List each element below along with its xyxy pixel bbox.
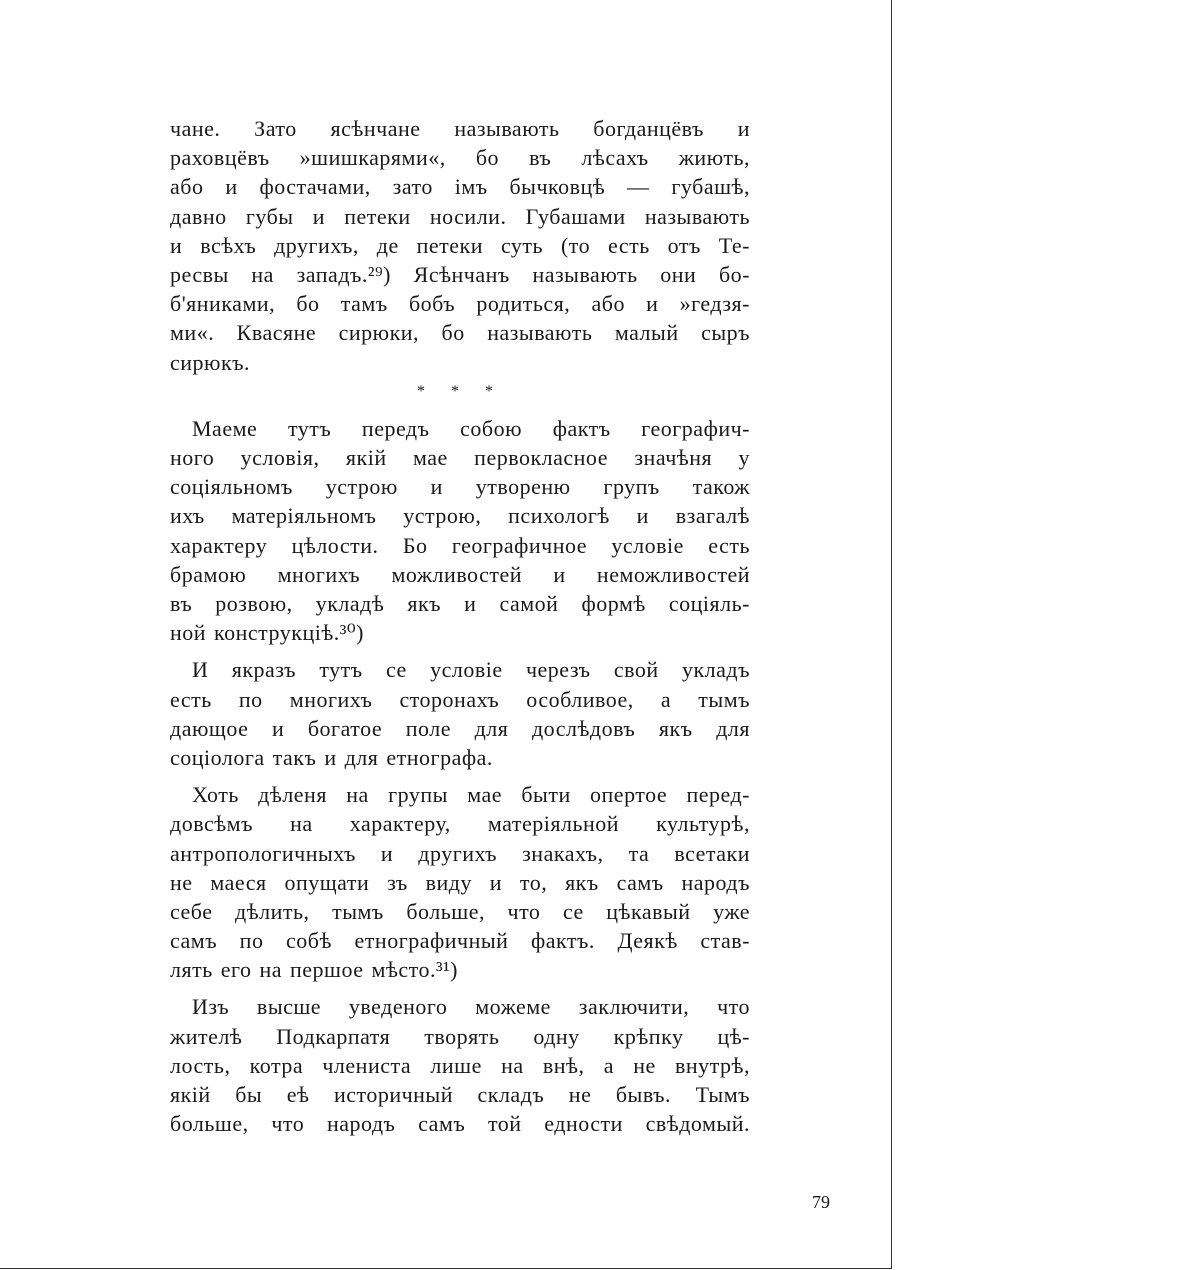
text-line: антропологичныхъ и другихъ знакахъ, та всетаки [170,840,750,866]
text-line: лость, котра члениста лише на внѣ, а не внутрѣ, [170,1052,750,1078]
text-line: лять его на першое мѣсто.³¹) [170,957,459,983]
text-line: брамою многихъ можливостей и неможливостей [170,561,750,587]
text-line: раховцёвъ »шишкарями«, бо въ лѣсахъ жиють, [170,145,750,171]
page-number: 79 [812,1192,830,1212]
text-line: сирюкъ. [170,349,251,375]
section-separator: * * * [417,382,503,400]
text-line: самъ по собѣ етнографичный фактъ. Деякѣ став- [170,928,750,954]
text-line: або и фостачами, зато імъ бычковцѣ — губашѣ, [170,174,750,200]
text-line: якій бы еѣ историчный складъ не бывъ. Тымъ [170,1082,750,1107]
text-line: въ розвою, укладѣ якъ и самой формѣ соціяль- [170,591,750,616]
text-line: довсѣмъ на характеру, матеріяльной культурѣ, [170,811,750,837]
page-text [170,114,750,1138]
text-line: чане. Зато ясѣнчане называють богданцёвъ и [170,116,750,141]
text-line: соціолога такъ и для етнографа. [170,744,493,770]
text-line: жителѣ Подкарпатя творять одну крѣпку цѣ- [170,1023,750,1049]
paragraph-5 [170,992,750,1138]
text-line: Хоть дѣленя на групы мае быти опертое перед- [192,782,750,808]
text-line: не маеся опущати зъ виду и то, якъ самъ народъ [170,869,750,895]
text-line: характеру цѣлости. Бо географичное условіе есть [170,532,750,558]
text-line: есть по многихъ сторонахъ особливое, а тымъ [170,686,750,712]
paragraph-4 [170,780,750,984]
paragraph-2 [170,414,750,648]
text-line: ного условія, якій мае первокласное значѣня у [170,445,750,471]
text-line: себе дѣлить, тымъ больше, что се цѣкавый уже [170,898,750,924]
text-line: больше, что народъ самъ той едности свѣдомый. [170,1111,750,1137]
paragraph-3 [170,655,750,772]
text-line: дающое и богатое поле для дослѣдовъ якъ для [170,715,750,741]
text-line: ми«. Квасяне сирюки, бо называють малый сыръ [170,320,750,346]
paragraph-1 [170,114,750,377]
text-line: Изъ высше уведеного можеме заключити, что [192,994,750,1020]
text-line: ресвы на западъ.²⁹) Ясѣнчанъ называють они бо- [170,261,750,287]
text-line: Маеме тутъ передъ собою фактъ географич- [192,415,750,441]
text-line: и всѣхъ другихъ, де петеки суть (то есть отъ Те- [170,232,750,258]
text-line: давно губы и петеки носили. Губашами называють [170,203,750,229]
text-line: соціяльномъ устрою и утвореню групъ також [170,474,750,500]
text-line: б'яниками, бо тамъ бобъ родиться, або и »гедзя- [170,291,750,317]
text-line: ной конструкціѣ.³⁰) [170,620,365,646]
text-line: ихъ матеріяльномъ устрою, психологѣ и взагалѣ [170,503,750,529]
text-line: И якразъ тутъ се условіе черезъ свой укладъ [192,657,750,683]
